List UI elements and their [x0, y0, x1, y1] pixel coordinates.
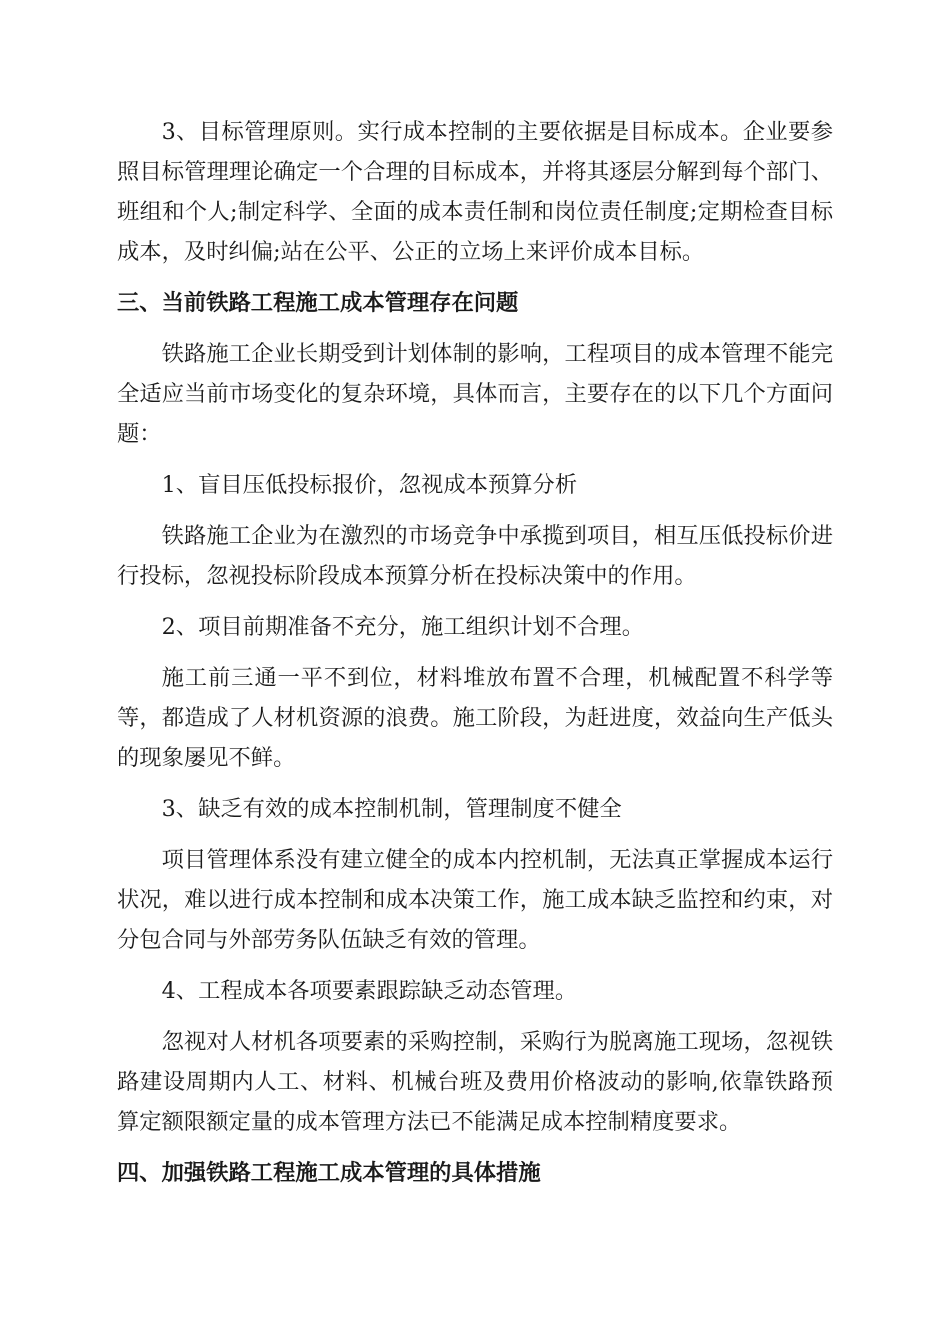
problem-item-2: 2、项目前期准备不充分，施工组织计划不合理。 [161, 614, 645, 640]
document-page [117, 112, 833, 1193]
problem-item-1: 1、盲目压低投标报价，忽视成本预算分析 [161, 472, 578, 498]
paragraph-problem-2: 施工前三通一平不到位，材料堆放布置不合理，机械配置不科学等等，都造成了人材机资源的浪费。施工阶段，为赶进度，效益向生产低头的现象屡见不鲜。 [117, 665, 833, 771]
problem-item-3: 3、缺乏有效的成本控制机制，管理制度不健全 [161, 796, 622, 822]
paragraph-problem-4: 忽视对人材机各项要素的采购控制，采购行为脱离施工现场，忽视铁路建设周期内人工、材料、机械台班及费用价格波动的影响,依靠铁路预算定额限额定量的成本管理方法已不能满足成本控制精度要求。 [117, 1029, 833, 1135]
problem-item-4: 4、工程成本各项要素跟踪缺乏动态管理。 [161, 978, 578, 1004]
paragraph-problem-3: 项目管理体系没有建立健全的成本内控机制，无法真正掌握成本运行状况，难以进行成本控制和成本决策工作，施工成本缺乏监控和约束，对分包合同与外部劳务队伍缺乏有效的管理。 [117, 847, 833, 953]
section-heading-4: 四、加强铁路工程施工成本管理的具体措施 [117, 1160, 541, 1186]
paragraph-target-management: 3、目标管理原则。实行成本控制的主要依据是目标成本。企业要参照目标管理理论确定一个合理的目标成本，并将其逐层分解到每个部门、班组和个人;制定科学、全面的成本责任制和岗位责任制度;定期检查目标成本，及时纠偏;站在公平、公正的立场上来评价成本目标。 [117, 119, 833, 265]
paragraph-problem-1: 铁路施工企业为在激烈的市场竞争中承揽到项目，相互压低投标价进行投标，忽视投标阶段成本预算分析在投标决策中的作用。 [117, 523, 833, 589]
paragraph-problems-intro: 铁路施工企业长期受到计划体制的影响，工程项目的成本管理不能完全适应当前市场变化的复杂环境，具体而言，主要存在的以下几个方面问题： [117, 341, 833, 447]
section-heading-3: 三、当前铁路工程施工成本管理存在问题 [117, 290, 519, 316]
